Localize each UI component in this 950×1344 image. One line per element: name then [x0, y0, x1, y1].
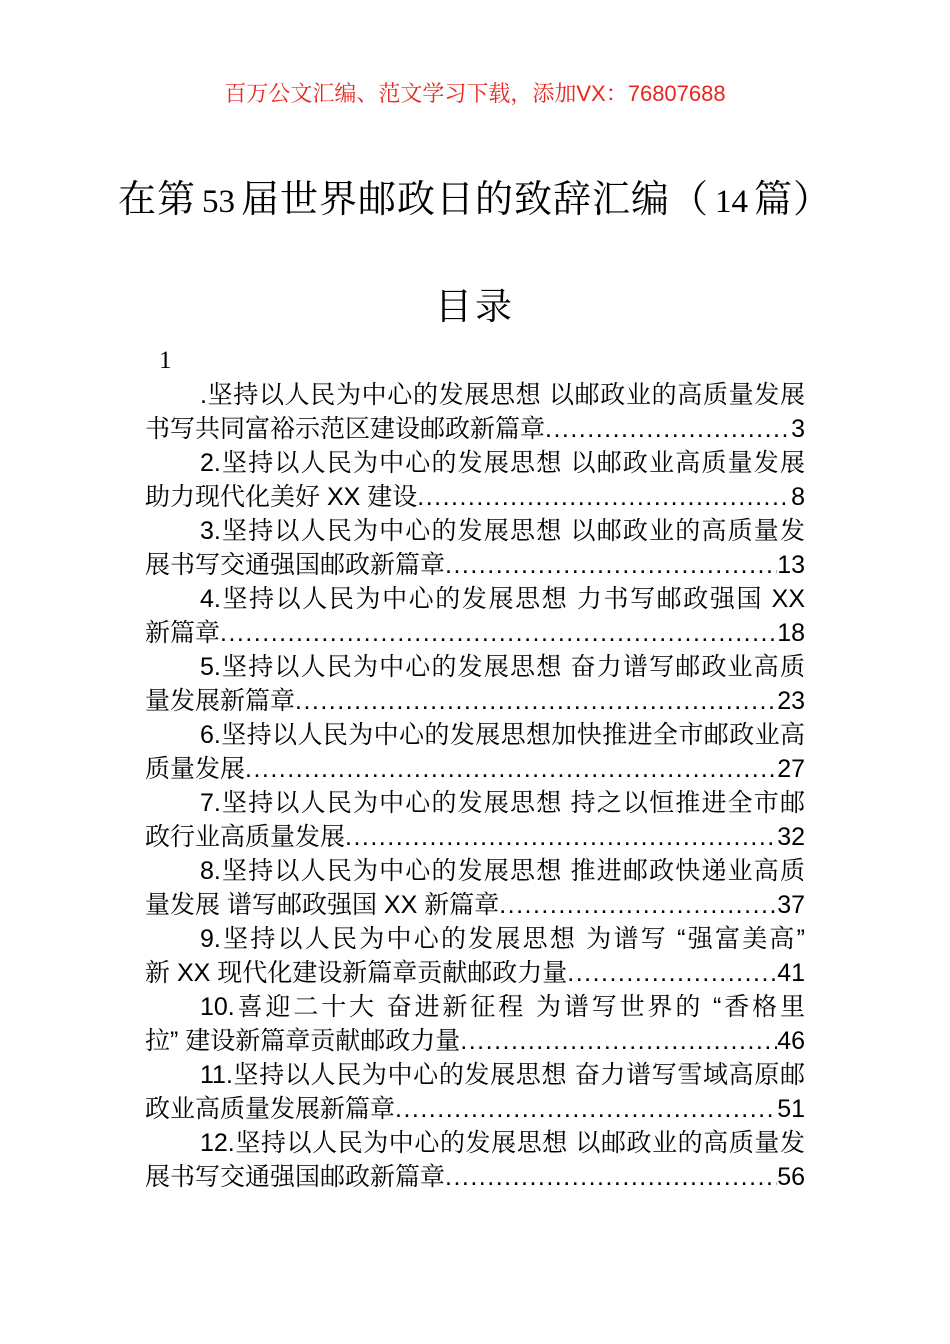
- toc-entry-2[interactable]: [145, 446, 805, 514]
- toc-entry-line2: 书写共同富裕示范区建设邮政新篇章: [145, 415, 546, 443]
- toc-page-number: 41: [777, 959, 805, 987]
- toc-entry-line2: 助力现代化美好 XX 建设: [145, 483, 418, 511]
- toc-entry-line2: 拉” 建设新篇章贡献邮政力量: [145, 1027, 461, 1055]
- title-part2: 届世界邮政日的致辞汇编（: [240, 179, 709, 221]
- toc-entry-line1: 9.坚持以人民为中心的发展思想 为谱写 “强富美高”: [200, 925, 805, 953]
- toc-entry-line2: 新篇章: [145, 619, 221, 647]
- toc-page-number: 3: [791, 415, 805, 443]
- title-part1: 在第: [117, 179, 196, 221]
- toc-entry-1[interactable]: [145, 378, 805, 446]
- toc-dot-leader: [417, 480, 791, 514]
- toc-orphan-number: 1: [159, 347, 172, 374]
- toc-dot-leader: [345, 820, 777, 854]
- toc-dot-leader: [460, 1024, 777, 1058]
- toc-entry-9[interactable]: [145, 922, 805, 990]
- toc-dot-leader: [499, 888, 777, 922]
- toc-entry-6[interactable]: [145, 718, 805, 786]
- toc-entry-line2: 量发展 谱写邮政强国 XX 新篇章: [145, 891, 500, 919]
- toc-entry-line1: 11.坚持以人民为中心的发展思想 奋力谱写雪域高原邮: [200, 1061, 805, 1089]
- toc-page-number: 13: [777, 551, 805, 579]
- toc-entry-11[interactable]: [145, 1058, 805, 1126]
- document-title: [0, 178, 950, 224]
- toc-page-number: 46: [777, 1027, 805, 1055]
- toc-entry-line2: 展书写交通强国邮政新篇章: [145, 1163, 446, 1191]
- toc-entry-line2: 政业高质量发展新篇章: [145, 1095, 396, 1123]
- title-number-53: 53: [201, 184, 235, 220]
- toc-dot-leader: [545, 412, 791, 446]
- toc-dot-leader: [445, 548, 777, 582]
- toc-page-number: 8: [791, 483, 805, 511]
- toc-entry-line2: 质量发展: [145, 755, 246, 783]
- toc-dot-leader: [295, 684, 777, 718]
- toc-page-number: 23: [777, 687, 805, 715]
- toc-entry-line1: 8.坚持以人民为中心的发展思想 推进邮政快递业高质: [200, 857, 805, 885]
- toc-entry-line2: 新 XX 现代化建设新篇章贡献邮政力量: [145, 959, 568, 987]
- toc-entry-line1: 4.坚持以人民为中心的发展思想 力书写邮政强国 XX: [200, 585, 805, 613]
- toc-entry-12[interactable]: [145, 1126, 805, 1194]
- toc-entry-line1: 5.坚持以人民为中心的发展思想 奋力谱写邮政业高质: [200, 653, 805, 681]
- toc-page-number: 56: [777, 1163, 805, 1191]
- toc-heading: 目录: [435, 286, 515, 327]
- promo-text: 百万公文汇编、范文学习下载，添加VX：76807688: [224, 81, 726, 106]
- toc-dot-leader: [245, 752, 777, 786]
- toc-page-number: 27: [777, 755, 805, 783]
- toc-entry-line1: 2.坚持以人民为中心的发展思想 以邮政业高质量发展: [200, 449, 805, 477]
- toc-entry-line1: 7.坚持以人民为中心的发展思想 持之以恒推进全市邮: [200, 789, 805, 817]
- toc-entry-4[interactable]: [145, 582, 805, 650]
- title-part3: 篇）: [754, 179, 833, 221]
- toc-entry-5[interactable]: [145, 650, 805, 718]
- toc-entry-line2: 政行业高质量发展: [145, 823, 346, 851]
- toc-page-number: 18: [777, 619, 805, 647]
- toc-entry-line2: 量发展新篇章: [145, 687, 296, 715]
- toc-entry-line2: 展书写交通强国邮政新篇章: [145, 551, 446, 579]
- toc-entry-8[interactable]: [145, 854, 805, 922]
- toc-page-number: 37: [777, 891, 805, 919]
- toc-entry-line1: 10.喜迎二十大 奋进新征程 为谱写世界的 “香格里: [200, 993, 805, 1021]
- toc-entry-line1: .坚持以人民为中心的发展思想 以邮政业的高质量发展: [200, 381, 805, 409]
- toc-entry-line1: 6.坚持以人民为中心的发展思想加快推进全市邮政业高: [200, 721, 805, 749]
- toc-entry-10[interactable]: [145, 990, 805, 1058]
- title-number-14: 14: [715, 184, 748, 220]
- toc-page-number: 32: [777, 823, 805, 851]
- toc-page-number: 51: [777, 1095, 805, 1123]
- toc-dot-leader: [220, 616, 777, 650]
- toc-dot-leader: [395, 1092, 777, 1126]
- toc-entry-7[interactable]: [145, 786, 805, 854]
- toc-entry-line1: 3.坚持以人民为中心的发展思想 以邮政业的高质量发: [200, 517, 805, 545]
- toc-dot-leader: [445, 1160, 777, 1194]
- toc-dot-leader: [567, 956, 777, 990]
- toc-entry-3[interactable]: [145, 514, 805, 582]
- toc: [145, 344, 805, 1194]
- toc-entry-line1: 12.坚持以人民为中心的发展思想 以邮政业的高质量发: [200, 1129, 805, 1157]
